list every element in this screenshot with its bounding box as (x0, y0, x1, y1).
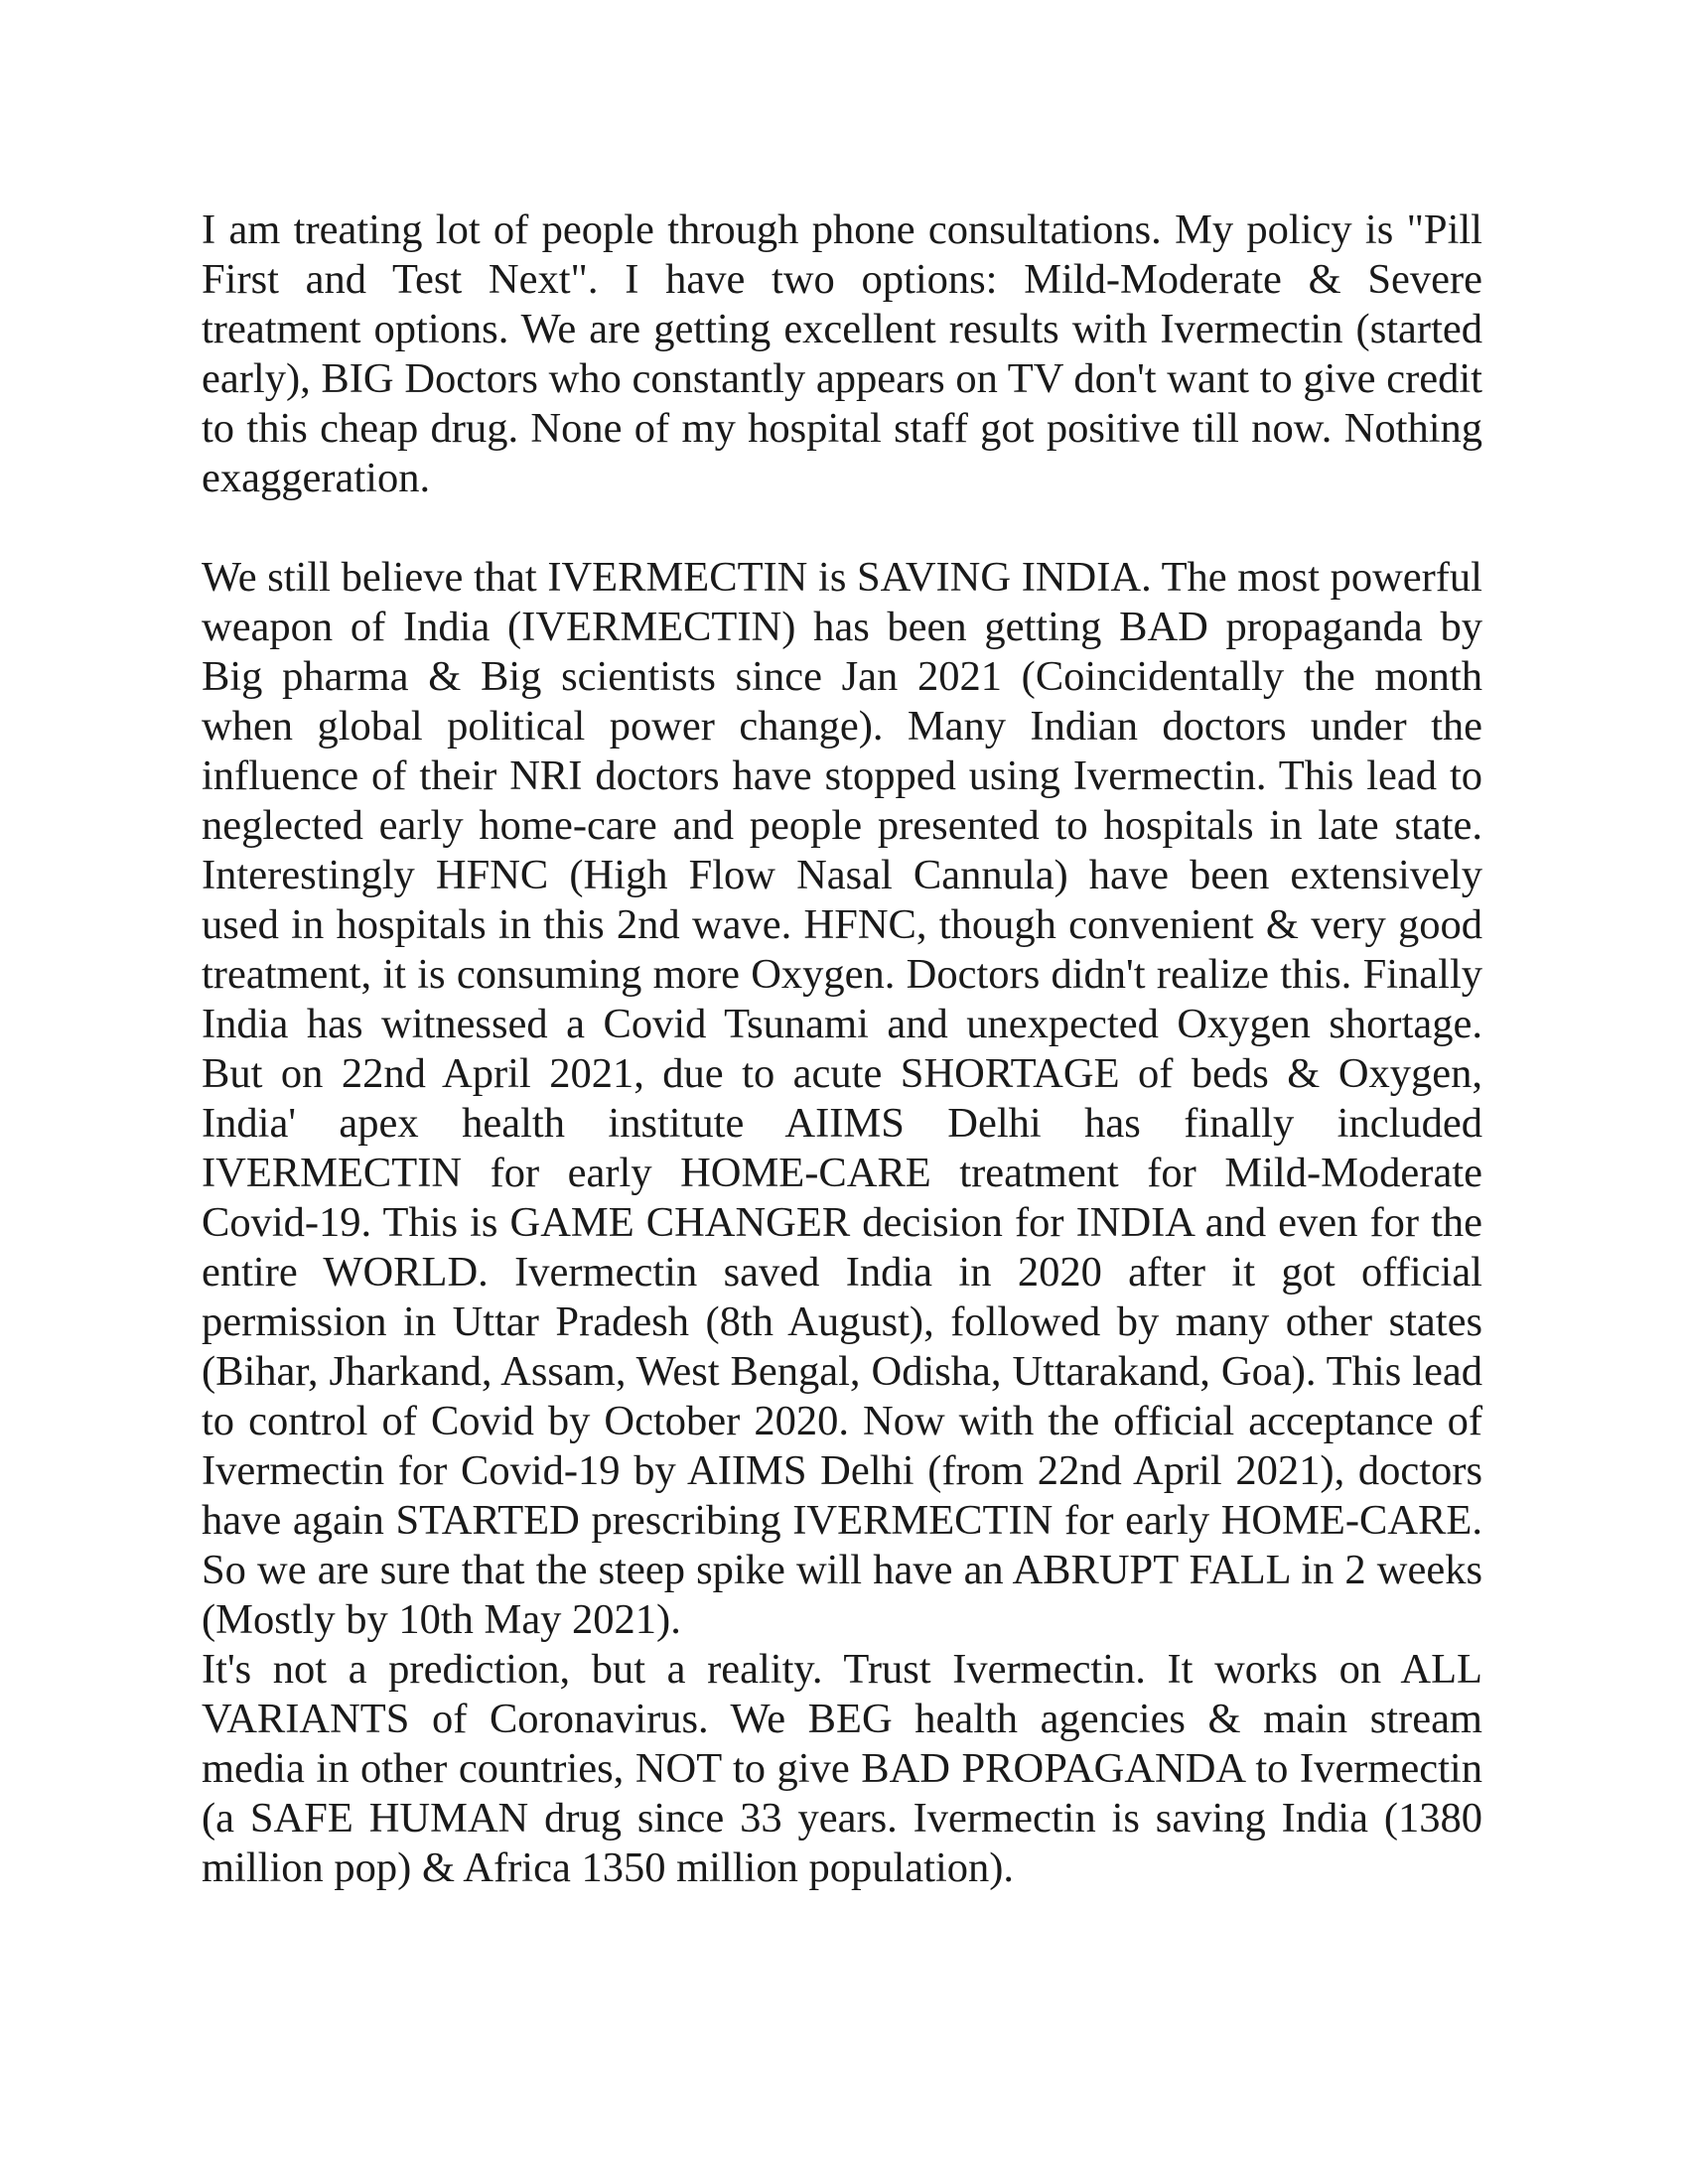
paragraph-trust-ivermectin: It's not a prediction, but a reality. Trust Ivermectin. It works on ALL VARIANTS of Coronavirus. We BEG health agencies & main stream media in other countries, NOT to give BAD PROPAGANDA to Ivermectin (a SAFE HUMAN drug since 33 years. Ivermectin is saving India (1380 million pop) & Africa 1350 million population). (202, 1646, 1482, 1891)
paragraph-ivermectin-saving-india: We still believe that IVERMECTIN is SAVING INDIA. The most powerful weapon of India (IVERMECTIN) has been getting BAD propaganda by Big pharma & Big scientists since Jan 2021 (Coincidentally the month when global political power change). Many Indian doctors under the influence of their NRI doctors have stopped using Ivermectin. This lead to neglected early home-care and people presented to hospitals in late state. Interestingly HFNC (High Flow Nasal Cannula) have been extensively used in hospitals in this 2nd wave. HFNC, though convenient & very good treatment, it is consuming more Oxygen. Doctors didn't realize this. Finally India has witnessed a Covid Tsunami and unexpected Oxygen shortage. But on 22nd April 2021, due to acute SHORTAGE of beds & Oxygen, India' apex health institute AIIMS Delhi has finally included IVERMECTIN for early HOME-CARE treatment for Mild-Moderate Covid-19. This is GAME CHANGER decision for INDIA and even for the entire WORLD. Ivermectin saved India in 2020 after it got official permission in Uttar Pradesh (8th August), followed by many other states (Bihar, Jharkand, Assam, West Bengal, Odisha, Uttarakand, Goa). This lead to control of Covid by October 2020. Now with the official acceptance of Ivermectin for Covid-19 by AIIMS Delhi (from 22nd April 2021), doctors have again STARTED prescribing IVERMECTIN for early HOME-CARE. So we are sure that the steep spike will have an ABRUPT FALL in 2 weeks (Mostly by 10th May 2021). (202, 554, 1482, 1643)
document-body (202, 205, 1482, 1893)
paragraph-phone-consultations: I am treating lot of people through phone consultations. My policy is "Pill First and Test Next". I have two options: Mild-Moderate & Severe treatment options. We are getting excellent results with Ivermectin (started early), BIG Doctors who constantly appears on TV don't want to give credit to this cheap drug. None of my hospital staff got positive till now. Nothing exaggeration. (202, 206, 1482, 501)
